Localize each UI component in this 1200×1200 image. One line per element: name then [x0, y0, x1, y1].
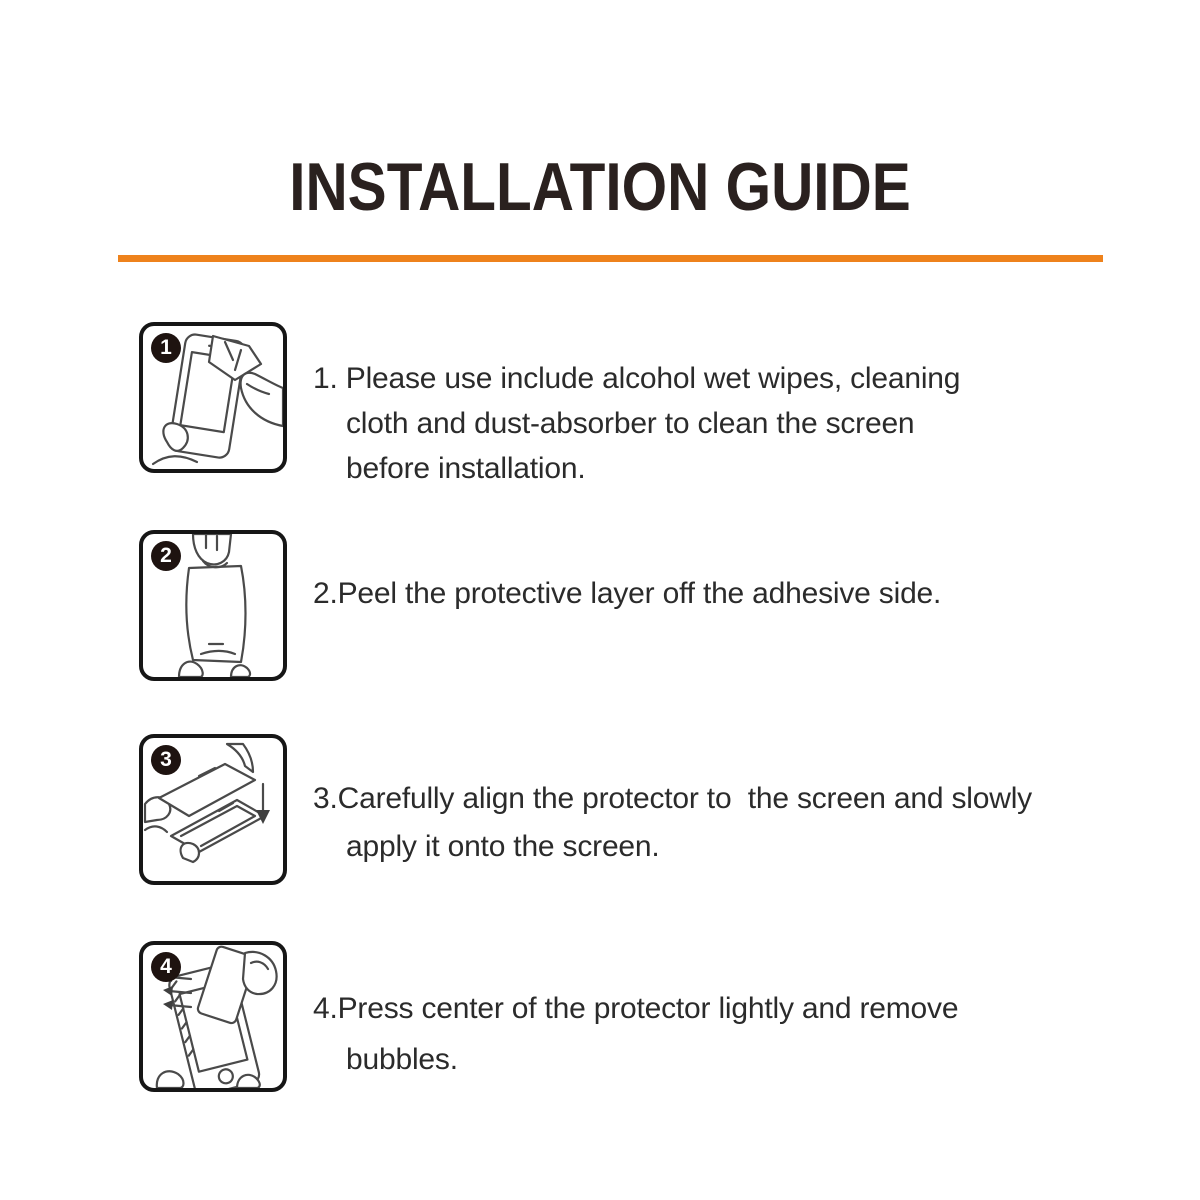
- step2-figure: [139, 530, 287, 681]
- step3-text-line2: apply it onto the screen.: [346, 830, 660, 863]
- step2-number-badge: 2: [151, 541, 181, 571]
- step1-number-badge: 1: [151, 333, 181, 363]
- title-divider: [118, 255, 1103, 262]
- step3-number-badge: 3: [151, 745, 181, 775]
- step1-text-line2: cloth and dust-absorber to clean the screen: [346, 407, 915, 440]
- step2-text-line1: 2.Peel the protective layer off the adhesive side.: [313, 577, 942, 610]
- step1-text-line1: 1. Please use include alcohol wet wipes, cleaning: [313, 362, 961, 395]
- step3-text-line1: 3.Carefully align the protector to the screen and slowly: [313, 782, 1032, 815]
- step1-text-line3: before installation.: [346, 452, 586, 485]
- step4-text: [313, 983, 1113, 1085]
- step1-text: [313, 356, 1113, 491]
- step4-text-line2: bubbles.: [346, 1043, 458, 1076]
- step1-figure: [139, 322, 287, 473]
- step4-figure: [139, 941, 287, 1092]
- page-title: INSTALLATION GUIDE: [289, 149, 911, 225]
- step3-text: [313, 775, 1113, 871]
- step2-text: [313, 571, 1113, 617]
- step3-figure: [139, 734, 287, 885]
- step4-number-badge: 4: [151, 952, 181, 982]
- step4-text-line1: 4.Press center of the protector lightly and remove: [313, 992, 959, 1025]
